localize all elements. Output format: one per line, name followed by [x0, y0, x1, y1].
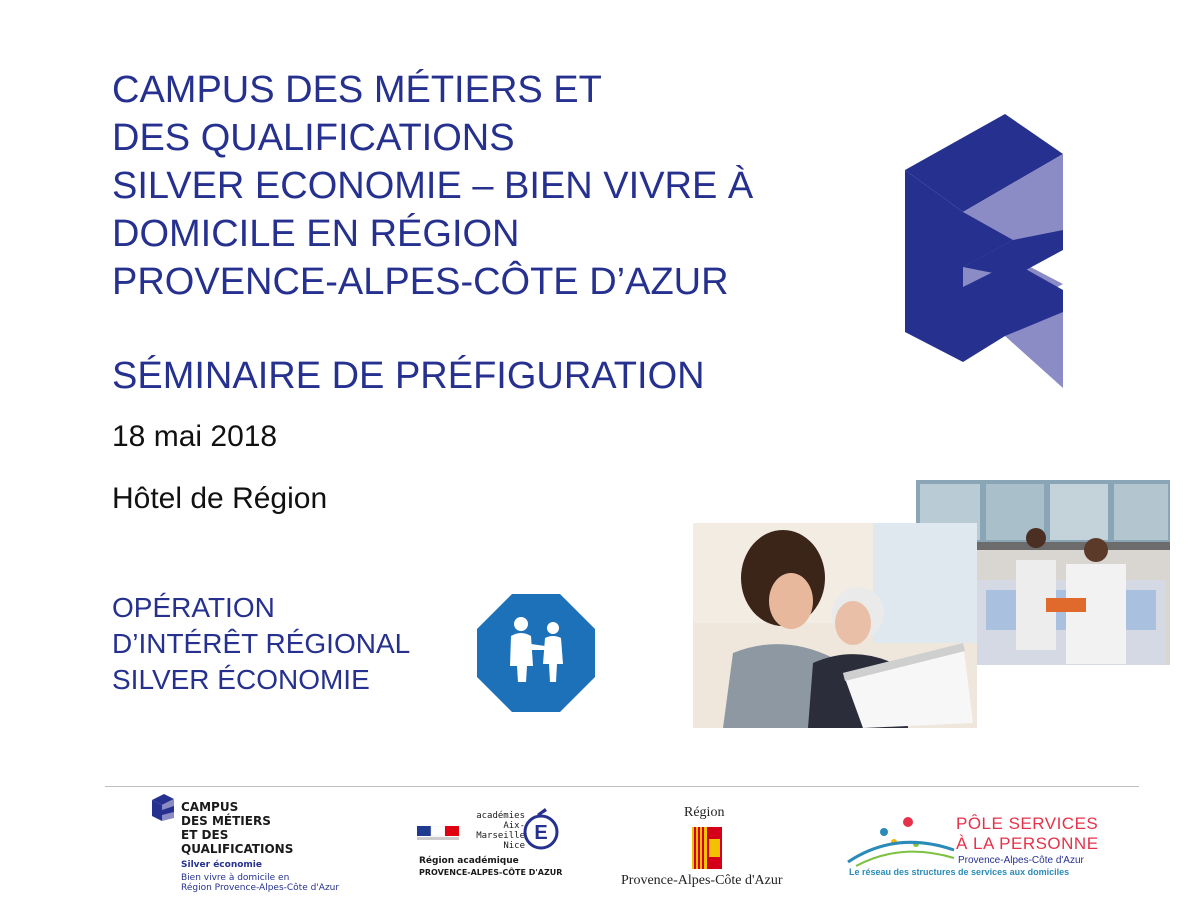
academy-e-icon	[523, 808, 559, 852]
region-label-top: Région	[684, 805, 725, 820]
oir-line: SILVER ÉCONOMIE	[112, 664, 370, 695]
title-line: SILVER ECONOMIE – BIEN VIVRE À	[112, 165, 754, 207]
campus-footer-sub3: Région Provence-Alpes-Côte d'Azur	[181, 883, 340, 893]
pole-region: Provence-Alpes-Côte d'Azur	[958, 855, 1084, 866]
academies-sub2: PROVENCE-ALPES-CÔTE D'AZUR	[419, 868, 563, 877]
title-line: PROVENCE-ALPES-CÔTE D’AZUR	[112, 261, 729, 303]
pole-title-line2: À LA PERSONNE	[956, 834, 1099, 853]
oir-line: D’INTÉRÊT RÉGIONAL	[112, 628, 411, 659]
region-label-bottom: Provence-Alpes-Côte d'Azur	[621, 873, 783, 888]
region-coat-of-arms-icon	[692, 827, 722, 869]
photo-laptop-women	[693, 523, 977, 728]
pole-title-line1: PÔLE SERVICES	[956, 814, 1099, 833]
campus-footer-sub1: Silver économie	[181, 860, 262, 870]
region-footer-logo	[612, 803, 802, 893]
campus-footer-sub2: Bien vivre à domicile en	[181, 873, 290, 883]
event-date: 18 mai 2018	[112, 420, 278, 453]
seminar-title: SÉMINAIRE DE PRÉFIGURATION	[112, 355, 705, 397]
academies-footer-logo	[415, 808, 565, 888]
footer-divider	[105, 786, 1139, 787]
academies-name: académies Aix-Marseille Nice	[476, 811, 525, 851]
campus-small-cube-icon	[152, 794, 176, 822]
oir-label	[112, 590, 410, 698]
pole-tagline: Le réseau des structures de services aux domiciles	[849, 867, 1070, 877]
title-line: DES QUALIFICATIONS	[112, 117, 515, 159]
campus-cube-logo-icon	[905, 112, 1067, 392]
oir-line: OPÉRATION	[112, 592, 275, 623]
svg-text:E: E	[534, 822, 548, 844]
elderly-care-octagon-icon	[477, 594, 595, 712]
presentation-title	[112, 66, 753, 306]
academies-sub1: Région académique	[419, 856, 519, 866]
pole-swoosh-icon	[846, 812, 956, 868]
french-republic-flag-icon	[417, 826, 459, 840]
pole-services-footer-logo	[846, 812, 1106, 882]
title-line: DOMICILE EN RÉGION	[112, 213, 520, 255]
campus-footer-logo	[152, 794, 362, 894]
event-place: Hôtel de Région	[112, 482, 328, 515]
title-line: CAMPUS DES MÉTIERS ET	[112, 69, 602, 111]
campus-footer-title: CAMPUS DES MÉTIERS ET DES QUALIFICATIONS	[181, 800, 294, 856]
